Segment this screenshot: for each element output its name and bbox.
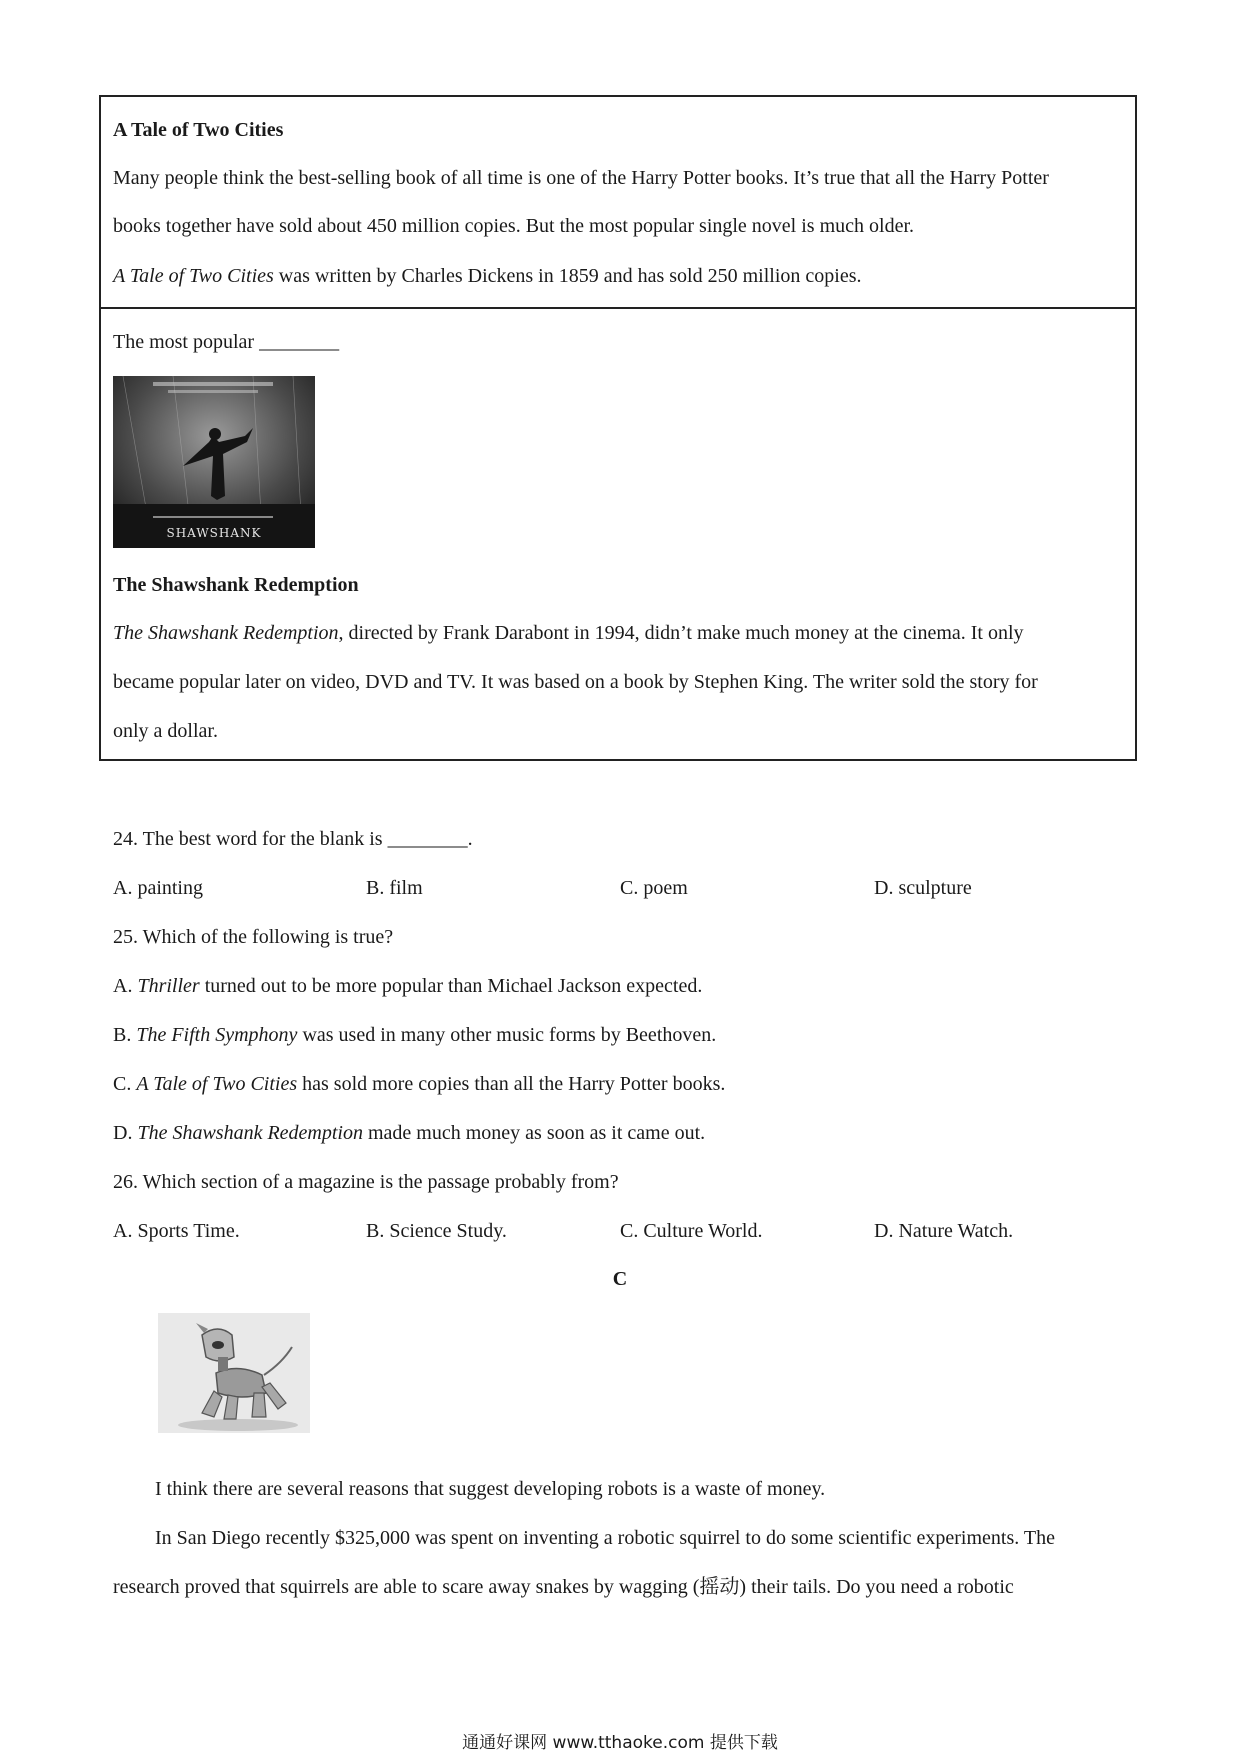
option-prefix: D. [113,1122,138,1144]
paragraph-line: I think there are several reasons that suggest developing robots is a waste of money. [155,1478,826,1500]
option-b: B. film [366,877,423,899]
option-a: A. Sports Time. [113,1220,240,1242]
option-prefix: A. [113,975,138,997]
paragraph-line: In San Diego recently $325,000 was spent on inventing a robotic squirrel to do some scientific experiments. The [155,1527,1055,1549]
option-text: made much money as soon as it came out. [362,1122,706,1144]
section-title-tale: A Tale of Two Cities [113,119,284,141]
option-title: The Shawshank Redemption [137,1122,363,1144]
section-title-shawshank: The Shawshank Redemption [113,574,359,596]
option-c [113,1072,725,1096]
paragraph-line: became popular later on video, DVD and TV. It was based on a book by Stephen King. The writer sold the story for [113,671,1038,693]
paragraph-line: books together have sold about 450 million copies. But the most popular single novel is much older. [113,215,915,237]
option-prefix: C. [113,1073,137,1095]
paragraph-line: research proved that squirrels are able to scare away snakes by wagging (摇动) their tails. Do you need a robotic [113,1576,1014,1598]
option-a: A. painting [113,877,203,899]
paragraph-line: only a dollar. [113,720,218,742]
option-d: D. sculpture [874,877,972,899]
question-24-stem: 24. The best word for the blank is ________. [113,828,473,850]
question-25-stem: 25. Which of the following is true? [113,926,394,948]
option-b: B. Science Study. [366,1220,507,1242]
paragraph-text: was written by Charles Dickens in 1859 and has sold 250 million copies. [273,265,862,287]
paragraph-line [113,621,1024,645]
shawshank-poster-image [113,376,315,548]
paragraph-line [113,264,861,288]
option-c: C. poem [620,877,688,899]
passage-c-label: C [612,1268,628,1290]
option-text: was used in many other music forms by Beethoven. [297,1024,717,1046]
option-title: Thriller [137,975,200,997]
robot-dog-image [158,1313,310,1433]
option-a [113,974,702,998]
section-heading-most-popular: The most popular ________ [113,331,340,353]
book-title: A Tale of Two Cities [113,265,274,287]
question-26-stem: 26. Which section of a magazine is the passage probably from? [113,1171,619,1193]
paragraph-text: , directed by Frank Darabont in 1994, didn’t make much money at the cinema. It only [338,622,1024,644]
option-b [113,1023,716,1047]
option-title: The Fifth Symphony [136,1024,298,1046]
option-text: turned out to be more popular than Michael Jackson expected. [199,975,703,997]
box-divider [101,307,1135,309]
option-d [113,1121,705,1145]
poster-title: SHAWSHANK [166,526,262,540]
option-text: has sold more copies than all the Harry Potter books. [297,1073,726,1095]
option-title: A Tale of Two Cities [136,1073,298,1095]
option-c: C. Culture World. [620,1220,763,1242]
option-d: D. Nature Watch. [874,1220,1014,1242]
page-footer: 通通好课网 www.tthaoke.com 提供下载 [462,1733,778,1753]
paragraph-line: Many people think the best-selling book of all time is one of the Harry Potter books. It’s true that all the Harry Potter [113,167,1049,189]
film-title: The Shawshank Redemption [113,622,339,644]
option-prefix: B. [113,1024,137,1046]
